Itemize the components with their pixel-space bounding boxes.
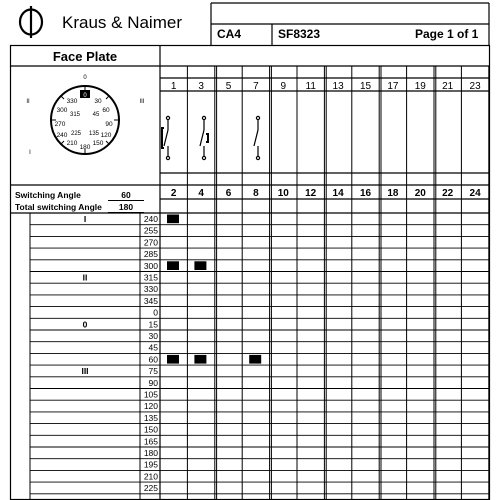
contact-number-top: 9 — [280, 81, 287, 92]
contact-number-top: 5 — [225, 81, 232, 92]
contact-number-bottom: 8 — [253, 188, 259, 199]
contact-number-top: 11 — [305, 81, 316, 92]
contact-number-bottom: 4 — [198, 188, 204, 199]
position-iii-label: III — [139, 99, 145, 105]
contact-number-top: 21 — [442, 81, 454, 92]
angle-value: 120 — [143, 401, 158, 412]
switching-angle-label: Switching Angle — [15, 190, 81, 200]
angle-value: 255 — [143, 225, 158, 236]
contact-number-bottom: 12 — [305, 188, 317, 199]
position-marker: I — [83, 214, 87, 224]
contact-number-top: 19 — [414, 81, 426, 92]
contact-closed-block — [167, 215, 179, 224]
logo-text: Kraus & Naimer — [62, 13, 182, 32]
position-i-label: I — [29, 150, 31, 156]
angle-value: 195 — [143, 459, 158, 470]
angle-value: 75 — [148, 366, 158, 377]
contact-number-top: 13 — [332, 81, 344, 92]
dial-label-135: 135 — [88, 131, 100, 137]
contact-closed-block — [249, 355, 261, 364]
dial-label-30: 30 — [94, 98, 102, 105]
contact-closed-block — [167, 261, 179, 270]
switching-angle-value: 60 — [121, 190, 131, 200]
dial-label-315: 315 — [69, 112, 81, 118]
logo-phi-icon — [14, 5, 48, 39]
dial-label-90: 90 — [105, 121, 113, 128]
total-switching-angle-underline — [108, 212, 144, 213]
contact-number-bottom: 22 — [442, 188, 454, 199]
contact-number-top: 23 — [469, 81, 481, 92]
angle-value: 105 — [143, 389, 158, 400]
angle-value: 300 — [143, 260, 158, 271]
contact-number-bottom: 24 — [469, 188, 481, 199]
contact-number-bottom: 2 — [170, 188, 177, 199]
contact-number-bottom: 14 — [332, 188, 344, 199]
angle-value: 285 — [143, 249, 158, 260]
dial-label-60: 60 — [102, 107, 110, 114]
position-marker: II — [82, 272, 88, 283]
angle-value: 270 — [143, 237, 158, 248]
angle-value: 150 — [143, 424, 158, 435]
dial-label-210: 210 — [66, 140, 78, 147]
dial-label-300: 300 — [56, 107, 68, 114]
contact-closed-block — [167, 355, 179, 364]
angle-value: 0 — [153, 307, 158, 318]
angle-value: 165 — [143, 436, 158, 447]
angle-value: 60 — [148, 354, 158, 365]
position-marker: III — [81, 366, 89, 377]
drawing-number: SF8323 — [278, 27, 321, 41]
dial-label-225: 225 — [70, 131, 82, 137]
contact-number-bottom: 6 — [225, 188, 232, 199]
contact-number-top: 17 — [387, 81, 399, 92]
contact-number-top: 7 — [253, 81, 259, 92]
face-plate-dial — [18, 70, 152, 166]
face-plate-title: Face Plate — [52, 49, 118, 64]
contact-number-bottom: 20 — [414, 188, 426, 199]
contact-closed-block — [194, 261, 206, 270]
position-ii-label: II — [26, 99, 30, 105]
dial-label-45: 45 — [92, 112, 100, 118]
angle-value: 240 — [143, 214, 158, 224]
contact-number-top: 15 — [359, 81, 372, 92]
angle-value: 180 — [143, 448, 158, 458]
page-indicator: Page 1 of 1 — [415, 27, 479, 41]
dial-label-180: 180 — [79, 144, 91, 151]
angle-value: 45 — [148, 342, 158, 353]
angle-value: 225 — [143, 483, 158, 494]
dial-label-240: 240 — [56, 132, 68, 139]
position-0-label: 0 — [83, 75, 87, 81]
contact-number-top: 3 — [198, 81, 204, 92]
dial-label-150: 150 — [92, 140, 104, 147]
series-code: CA4 — [217, 27, 242, 41]
total-switching-angle-value: 180 — [118, 202, 134, 212]
angle-value: 135 — [143, 412, 158, 423]
dial-label-330: 330 — [66, 98, 78, 105]
contact-symbols — [160, 112, 280, 164]
dial-pointer-label: 0 — [83, 93, 87, 99]
angle-value: 210 — [143, 471, 158, 482]
angle-value: 345 — [143, 295, 158, 306]
angle-value: 30 — [148, 331, 158, 341]
angle-value: 315 — [143, 272, 158, 283]
switching-angle-underline — [108, 200, 144, 201]
contact-number-bottom: 18 — [387, 188, 399, 199]
angle-value: 330 — [143, 284, 158, 295]
dial-label-270: 270 — [54, 121, 66, 128]
contact-number-bottom: 10 — [277, 188, 289, 199]
position-marker: 0 — [82, 319, 88, 330]
contact-number-top: 1 — [170, 81, 177, 92]
contact-closed-block — [194, 355, 206, 364]
contact-number-bottom: 16 — [359, 188, 372, 199]
total-switching-angle-label: Total switching Angle — [15, 202, 102, 212]
angle-value: 90 — [148, 377, 158, 388]
dial-label-120: 120 — [100, 132, 112, 139]
angle-value: 15 — [148, 319, 158, 330]
